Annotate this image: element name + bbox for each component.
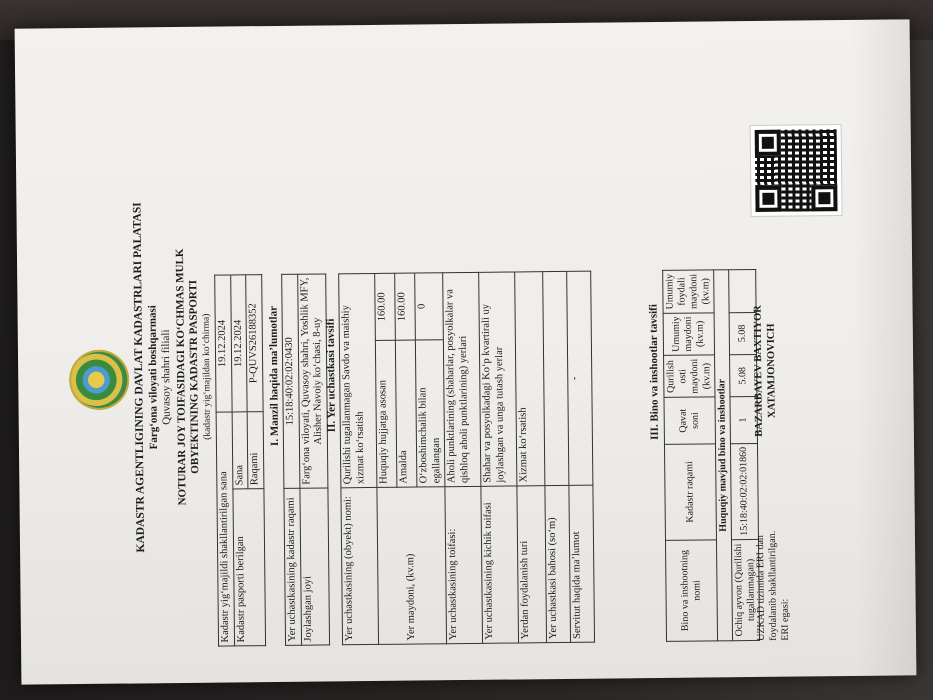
col-header: Kadastr raqami [664, 444, 716, 540]
info-value: P-QUVS26188352 [246, 275, 263, 412]
section-3-title: III. Bino va inshootlar tavsifi [647, 304, 661, 440]
area-value: 0 [415, 273, 444, 340]
section-2-title: II. Yer uchastkasi tavsifi [324, 318, 338, 433]
land-value [543, 271, 569, 485]
col-header: Umumiy maydoni (kv.m) [663, 312, 714, 355]
doc-title-2: OBYEKTINING KADASTR PASPORTI [187, 279, 202, 474]
land-label: Yer uchastkasining kichik toifasi [481, 486, 519, 643]
address-label: Yer uchastkasining kadastr raqami [284, 488, 301, 645]
state-emblem-icon [69, 350, 130, 411]
land-label: Yer uchastkasi bahosi (so‘m) [545, 485, 571, 642]
address-label: Joylashgan joyi [300, 488, 330, 645]
land-label: Yer uchastkasining toifasi: [445, 486, 483, 643]
info-value: 19.12.2024 [215, 275, 232, 412]
info-sublabel: Sana [232, 412, 248, 489]
buildings-table [662, 269, 760, 642]
address-value: Farg‘ona viloyati, Quvasoy shahri, Yoshlik MFY, Alisher Navoiy ko‘chasi, 8-uy [297, 274, 327, 488]
branch-title: Quvasoy shahri filiali [159, 329, 173, 425]
address-value: 15:18:40:02:02:0430 [282, 274, 300, 488]
building-floors: 1 [730, 397, 757, 444]
signer-name: BAZARBAYEV BAXTIYOR XATAMJONOVICH [752, 305, 778, 437]
info-label: Kadastr pasporti berilgan [233, 489, 266, 646]
land-value: Qurilishi tugallanmagan Savdo va maishiy xizmat ko‘rsatish [339, 273, 377, 487]
eri-owner-label: ERI egasi: [779, 598, 792, 641]
land-value: - [567, 271, 593, 485]
info-value: 19.12.2024 [230, 275, 247, 412]
land-value: Shahar va posyolkadagi Ko‘p kvartirali uy joylashgan va unga tutash yerlar [479, 272, 517, 486]
area-sublabel: O‘zboshimchalik bilan egallangan [415, 340, 445, 487]
eri-note: UZKAD tizimida ERI dan foydalanib shakllantirilgan. [754, 530, 780, 641]
land-label: Yerdan foydalanish turi [517, 486, 547, 643]
info-label: Kadastr yig‘majildi shakllantirilgan sana [216, 412, 234, 646]
land-label: Yer maydoni, (kv.m) [377, 487, 447, 645]
col-header: Umumiy foydali maydoni (kv.m) [663, 270, 714, 313]
info-table [214, 274, 266, 646]
region-title: Farg‘ona viloyati boshqarmasi [146, 305, 161, 450]
building-footprint: 5.08 [730, 355, 757, 397]
document-sheet [15, 19, 917, 684]
doc-title-1: NOTURAR JOY TOIFASIDAGI KO‘CHMAS MULK [173, 248, 189, 506]
area-sublabel: Huquqiy hujjatga asosan [375, 340, 397, 487]
area-sublabel: Amalda [395, 340, 417, 487]
col-header: Bino va inshootning nomi [665, 540, 717, 642]
group-label: Huquqiy mavjud bino va inshootlar [714, 270, 733, 641]
section-1-title: I. Manzil haqida ma’lumotlar [267, 305, 281, 447]
building-cadastre: 15:18:40:02:02:01860 [730, 443, 758, 539]
info-sublabel: Raqami [247, 412, 263, 489]
land-label: Yer uchastkasining (obyekt) nomi: [341, 487, 379, 644]
col-header: Qurilish osti maydoni (kv.m) [664, 355, 715, 398]
qr-code-icon [751, 125, 842, 216]
doc-subtitle: (kadastr yig‘majildan ko‘chirma) [201, 313, 213, 440]
land-label: Servitut haqida ma’lumot [569, 485, 595, 642]
building-total-area: 5.08 [729, 312, 756, 355]
rotated-page [60, 70, 896, 679]
area-value: 160.00 [375, 273, 396, 340]
footer-note [754, 491, 792, 641]
land-table [338, 271, 595, 646]
land-value: Aholi punktlarining (shaharlar, posyolkalar va qishloq aholi punktlarining) yerlari [443, 272, 481, 486]
address-table [281, 273, 330, 645]
agency-title: KADASTR AGENTLIGINING DAVLAT KADASTRLARI PALATASI [131, 202, 148, 553]
area-value: 160.00 [395, 273, 416, 340]
building-name: Ochiq ayvon (Qurilishi tugallanmagan) [731, 539, 759, 641]
land-value: Xizmat ko‘rsatish [515, 272, 545, 486]
col-header: Qavat soni [664, 397, 715, 444]
